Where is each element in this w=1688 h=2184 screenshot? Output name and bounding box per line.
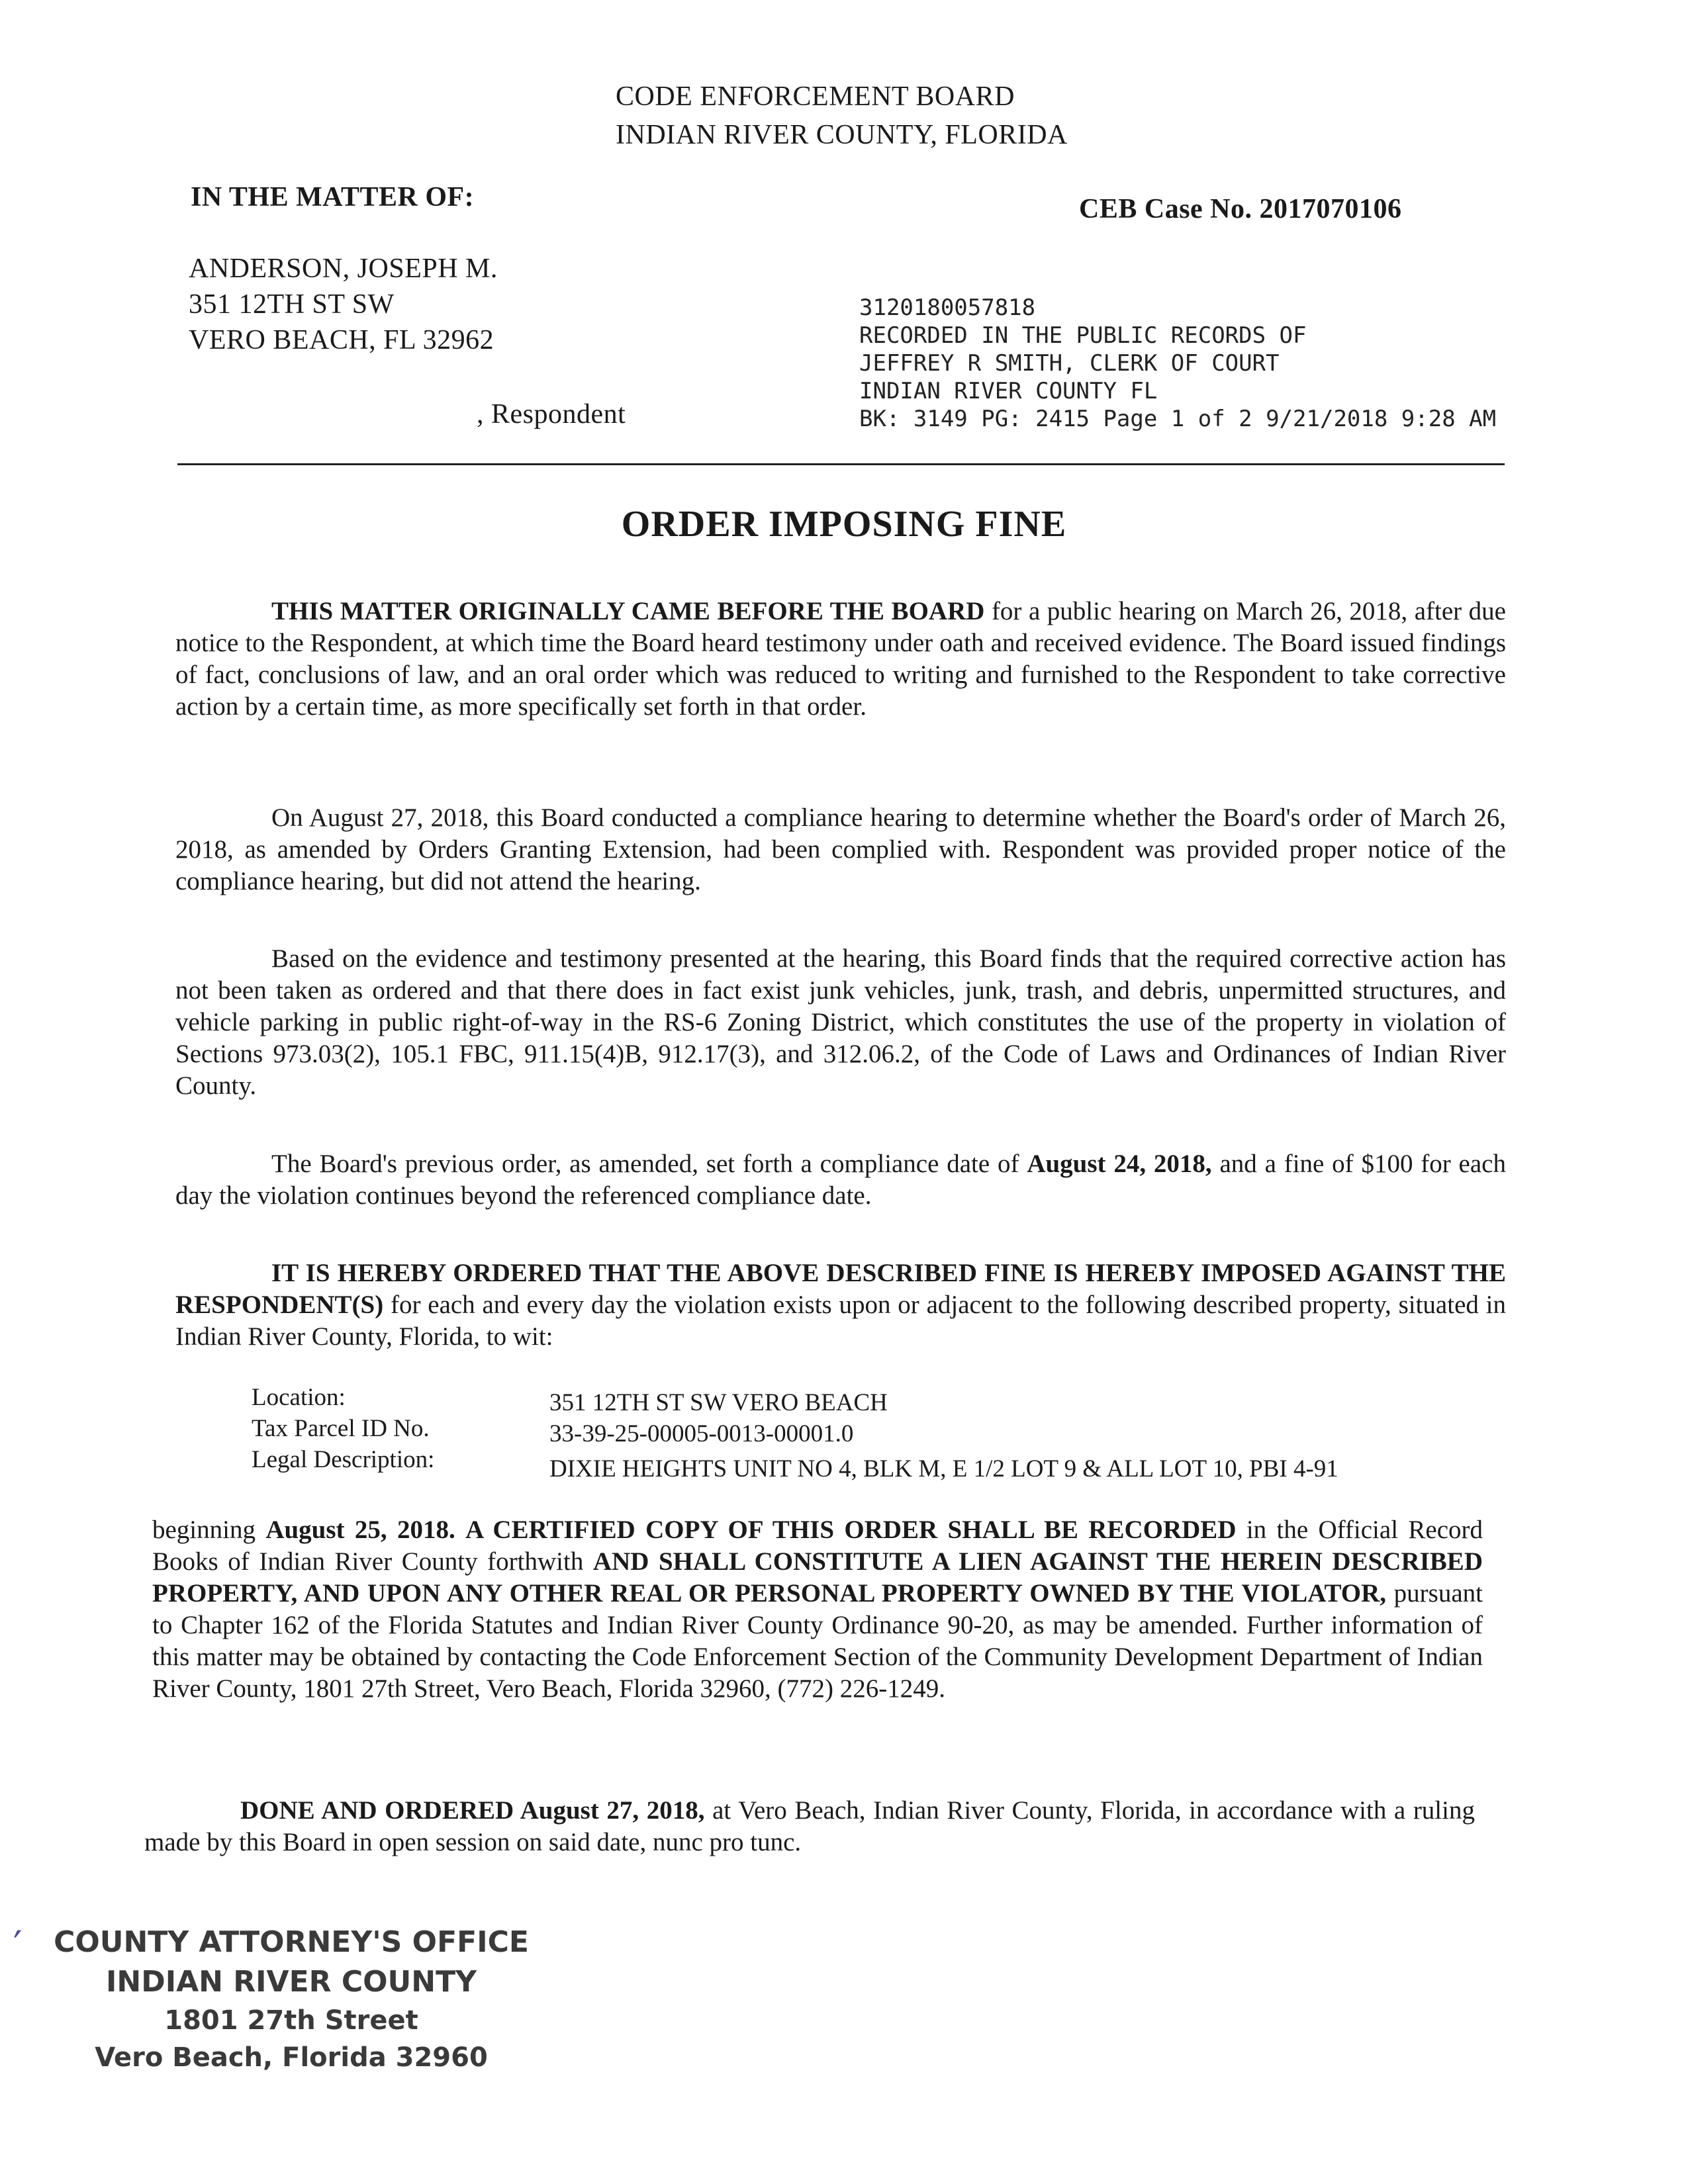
respondent-label: , Respondent [477, 399, 626, 430]
recording-number: 3120180057818 [859, 295, 1036, 321]
respondent-name: ANDERSON, JOSEPH M. [189, 253, 498, 284]
paragraph-1-body: for a public hearing on March 26, 2018, after due notice to the Respondent, at which time the Board heard testimony under oath and received evidence. The Board issued findings of fact, conclusions of law, and an oral order which was reduced to writing and furnished to the Respondent to take corrective action by a certain time, as more specifically set forth in that order. [175, 597, 1506, 721]
paragraph-4 [175, 1148, 1506, 1212]
respondent-address-line2: VERO BEACH, FL 32962 [189, 325, 494, 355]
recording-line2: JEFFREY R SMITH, CLERK OF COURT [859, 350, 1280, 377]
parcel-value: 33-39-25-00005-0013-00001.0 [549, 1420, 854, 1447]
fine-start-date: August 25, 2018. [265, 1516, 455, 1544]
stamp-city: Vero Beach, Florida 32960 [95, 2042, 488, 2073]
lien-clause: AND SHALL CONSTITUTE A LIEN AGAINST THE HEREIN DESCRIBED PROPERTY, AND UPON ANY OTHER REAL OR PERSONAL PROPERTY OWNED BY THE VIOLATOR, [152, 1547, 1483, 1608]
paragraph-6-body-a: beginning [152, 1516, 266, 1544]
county-name: INDIAN RIVER COUNTY, FLORIDA [616, 120, 1068, 150]
paragraph-6-spacer [455, 1516, 465, 1544]
paragraph-4-body-a: The Board's previous order, as amended, set forth a compliance date of [271, 1150, 1027, 1178]
recording-line1: RECORDED IN THE PUBLIC RECORDS OF [859, 322, 1307, 349]
paragraph-6 [152, 1514, 1483, 1705]
stamp-county: INDIAN RIVER COUNTY [106, 1965, 477, 1999]
paragraph-6-body-d: pursuant to Chapter 162 of the Florida Statutes and Indian River County Ordinance 90-20, as may be amended. Further information of this matter may be obtained by contacting the Code Enforcement Section of the Community Development Department of Indian River County, 1801 27th Street, Vero Beach, Florida 32960, (772) 226-1249. [152, 1579, 1483, 1703]
paragraph-2 [175, 802, 1506, 897]
legal-description-value: DIXIE HEIGHTS UNIT NO 4, BLK M, E 1/2 LOT 9 & ALL LOT 10, PBI 4-91 [549, 1455, 1338, 1482]
matter-label: IN THE MATTER OF: [191, 182, 475, 212]
location-label: Location: [252, 1384, 346, 1411]
board-name: CODE ENFORCEMENT BOARD [616, 81, 1015, 112]
respondent-address-line1: 351 12TH ST SW [189, 289, 395, 320]
paragraph-2-body: On August 27, 2018, this Board conducted a compliance hearing to determine whether the Board's order of March 26, 2018, as amended by Orders Granting Extension, had been complied with. Respondent was provided proper notice of the compliance hearing, but did not attend the hearing. [175, 803, 1506, 895]
paragraph-4-body-b: and a fine of $100 for each day the violation continues beyond the referenced compliance date. [175, 1150, 1506, 1210]
return-address-stamp [40, 1923, 543, 2076]
done-and-ordered: DONE AND ORDERED August 27, 2018, [240, 1796, 705, 1825]
compliance-date: August 24, 2018, [1027, 1150, 1212, 1178]
location-value: 351 12TH ST SW VERO BEACH [549, 1389, 888, 1416]
paragraph-5-body: for each and every day the violation exists upon or adjacent to the following described property, situated in Indian River County, Florida, to wit: [175, 1291, 1506, 1351]
order-clause: IT IS HEREBY ORDERED THAT THE ABOVE DESCRIBED FINE IS HEREBY IMPOSED AGAINST THE RESPONDENT(S) [175, 1259, 1506, 1319]
paragraph-1-lead: THIS MATTER ORIGINALLY CAME BEFORE THE BOARD [271, 597, 985, 625]
recording-stamp [859, 294, 1496, 433]
paragraph-6-body-c: in the Official Record Books of Indian River County forthwith [152, 1516, 1483, 1576]
paragraph-3 [175, 943, 1506, 1102]
paragraph-1 [175, 596, 1506, 723]
stamp-street: 1801 27th Street [164, 2005, 418, 2036]
stamp-office-name: COUNTY ATTORNEY'S OFFICE [54, 1925, 529, 1959]
header-divider [177, 463, 1505, 465]
parcel-label: Tax Parcel ID No. [252, 1415, 430, 1442]
paragraph-3-body: Based on the evidence and testimony presented at the hearing, this Board finds that the required corrective action has not been taken as ordered and that there does in fact exist junk vehicles, junk, trash, and debris, unpermitted structures, and vehicle parking in public right-of-way in the RS-6 Zoning District, which constitutes the use of the property in violation of Sections 973.03(2), 105.1 FBC, 911.15(4)B, 912.17(3), and 312.06.2, of the Code of Laws and Ordinances of Indian River County. [175, 944, 1506, 1100]
paragraph-7-body: at Vero Beach, Indian River County, Florida, in accordance with a ruling made by this Board in open session on said date, nunc pro tunc. [144, 1796, 1475, 1856]
pen-mark-icon: ′ [13, 1923, 23, 1969]
paragraph-7 [144, 1795, 1475, 1858]
document-title: ORDER IMPOSING FINE [621, 504, 1067, 545]
legal-description-label: Legal Description: [252, 1446, 435, 1473]
recording-clause: A CERTIFIED COPY OF THIS ORDER SHALL BE RECORDED [465, 1516, 1237, 1544]
paragraph-5 [175, 1257, 1506, 1353]
recording-line3: INDIAN RIVER COUNTY FL [859, 378, 1158, 404]
case-number: CEB Case No. 2017070106 [1079, 194, 1402, 224]
recording-line4: BK: 3149 PG: 2415 Page 1 of 2 9/21/2018 9:28 AM [859, 406, 1497, 432]
